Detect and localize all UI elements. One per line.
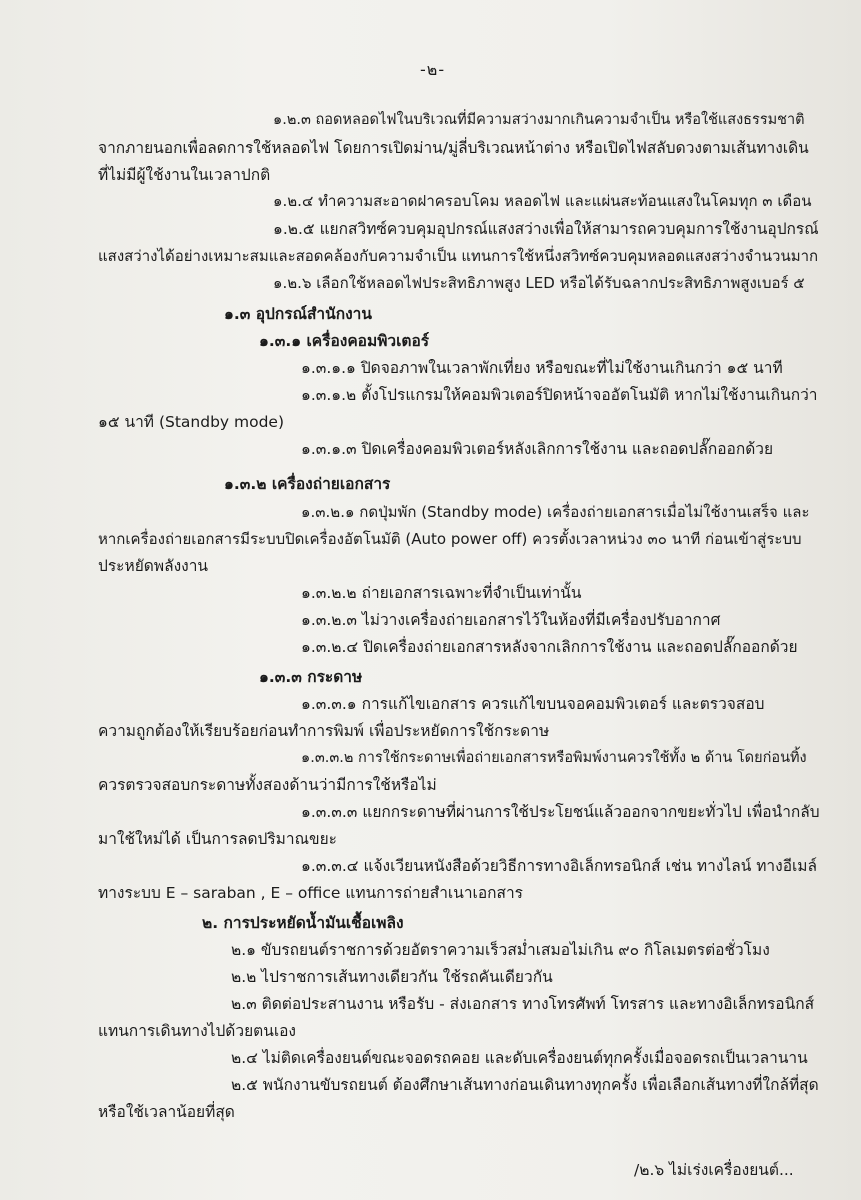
text-line: ที่ไม่มีผู้ใช้งานในเวลาปกติ <box>98 166 271 184</box>
section-heading: ๒. การประหยัดน้ำมันเชื้อเพลิง <box>202 914 404 932</box>
text-line: ๑.๓.๒.๒ ถ่ายเอกสารเฉพาะที่จำเป็นเท่านั้น <box>301 584 582 602</box>
text-line: ๑.๓.๑.๑ ปิดจอภาพในเวลาพักเที่ยง หรือขณะที่ไม่ใช้งานเกินกว่า ๑๕ นาที <box>301 359 783 377</box>
text-line: ๑.๒.๔ ทำความสะอาดฝาครอบโคม หลอดไฟ และแผ่นสะท้อนแสงในโคมทุก ๓ เดือน <box>273 192 812 210</box>
text-line: ๑.๓.๒.๓ ไม่วางเครื่องถ่ายเอกสารไว้ในห้องที่มีเครื่องปรับอากาศ <box>301 611 721 629</box>
subsection-heading: ๑.๓.๑ เครื่องคอมพิวเตอร์ <box>259 332 430 350</box>
subsection-heading: ๑.๓.๒ เครื่องถ่ายเอกสาร <box>224 475 391 493</box>
text-line: ๒.๕ พนักงานขับรถยนต์ ต้องศึกษาเส้นทางก่อนเดินทางทุกครั้ง เพื่อเลือกเส้นทางที่ใกล้ที่สุด <box>231 1076 819 1094</box>
text-line: ประหยัดพลังงาน <box>98 557 209 575</box>
text-line: จากภายนอกเพื่อลดการใช้หลอดไฟ โดยการเปิดม่าน/มู่ลี่บริเวณหน้าต่าง หรือเปิดไฟสลับดวงตามเส้นทางเดิน <box>98 139 809 157</box>
text-line: ทางระบบ E – saraban , E – office แทนการถ่ายสำเนาเอกสาร <box>98 884 524 902</box>
section-heading: ๑.๓ อุปกรณ์สำนักงาน <box>224 305 372 323</box>
text-line: ควรตรวจสอบกระดาษทั้งสองด้านว่ามีการใช้หรือไม่ <box>98 776 437 794</box>
text-line: แสงสว่างได้อย่างเหมาะสมและสอดคล้องกับความจำเป็น แทนการใช้หนึ่งสวิทซ์ควบคุมหลอดแสงสว่างจำนวนมาก <box>98 247 819 265</box>
text-line: ๑.๒.๕ แยกสวิทซ์ควบคุมอุปกรณ์แสงสว่างเพื่อให้สามารถควบคุมการใช้งานอุปกรณ์ <box>273 220 819 238</box>
text-line: ๑.๒.๓ ถอดหลอดไฟในบริเวณที่มีความสว่างมากเกินความจำเป็น หรือใช้แสงธรรมชาติ <box>273 112 805 128</box>
text-line: ๑.๓.๓.๑ การแก้ไขเอกสาร ควรแก้ไขบนจอคอมพิวเตอร์ และตรวจสอบ <box>301 695 765 713</box>
text-line: แทนการเดินทางไปด้วยตนเอง <box>98 1022 296 1040</box>
text-line: ๒.๑ ขับรถยนต์ราชการด้วยอัตราความเร็วสม่ำเสมอไม่เกิน ๙๐ กิโลเมตรต่อชั่วโมง <box>231 941 770 959</box>
text-line: หากเครื่องถ่ายเอกสารมีระบบปิดเครื่องอัตโนมัติ (Auto power off) ควรตั้งเวลาหน่วง ๓๐ นาที ก่อนเข้าสู่ระบบ <box>98 530 802 548</box>
text-line: ๑.๓.๓.๓ แยกกระดาษที่ผ่านการใช้ประโยชน์แล้วออกจากขยะทั่วไป เพื่อนำกลับ <box>301 803 820 821</box>
text-line: ๒.๓ ติดต่อประสานงาน หรือรับ - ส่งเอกสาร ทางโทรศัพท์ โทรสาร และทางอิเล็กทรอนิกส์ <box>231 995 815 1013</box>
continuation-note: /๒.๖ ไม่เร่งเครื่องยนต์... <box>634 1161 794 1179</box>
text-line: ๑.๓.๑.๒ ตั้งโปรแกรมให้คอมพิวเตอร์ปิดหน้าจออัตโนมัติ หากไม่ใช้งานเกินกว่า <box>301 386 818 404</box>
text-line: มาใช้ใหม่ได้ เป็นการลดปริมาณขยะ <box>98 830 337 848</box>
text-line: ๑.๓.๓.๔ แจ้งเวียนหนังสือด้วยวิธีการทางอิเล็กทรอนิกส์ เช่น ทางไลน์ ทางอีเมล์ <box>301 857 818 875</box>
text-line: ๒.๔ ไม่ติดเครื่องยนต์ขณะจอดรถคอย และดับเครื่องยนต์ทุกครั้งเมื่อจอดรถเป็นเวลานาน <box>231 1049 808 1067</box>
text-line: ๑.๒.๖ เลือกใช้หลอดไฟประสิทธิภาพสูง LED หรือได้รับฉลากประสิทธิภาพสูงเบอร์ ๕ <box>273 274 805 292</box>
text-line: ความถูกต้องให้เรียบร้อยก่อนทำการพิมพ์ เพื่อประหยัดการใช้กระดาษ <box>98 722 550 740</box>
text-line: หรือใช้เวลาน้อยที่สุด <box>98 1103 235 1121</box>
text-line: ๑.๓.๒.๔ ปิดเครื่องถ่ายเอกสารหลังจากเลิกการใช้งาน และถอดปลั๊กออกด้วย <box>301 638 798 656</box>
text-line: ๑.๓.๓.๒ การใช้กระดาษเพื่อถ่ายเอกสารหรือพิมพ์งานควรใช้ทั้ง ๒ ด้าน โดยก่อนทิ้ง <box>301 750 807 766</box>
subsection-heading: ๑.๓.๓ กระดาษ <box>259 668 363 686</box>
page-number: -๒- <box>420 60 446 79</box>
text-line: ๑.๓.๒.๑ กดปุ่มพัก (Standby mode) เครื่องถ่ายเอกสารเมื่อไม่ใช้งานเสร็จ และ <box>301 503 810 521</box>
text-line: ๑๕ นาที (Standby mode) <box>98 413 285 431</box>
text-line: ๒.๒ ไปราชการเส้นทางเดียวกัน ใช้รถคันเดียวกัน <box>231 968 553 986</box>
text-line: ๑.๓.๑.๓ ปิดเครื่องคอมพิวเตอร์หลังเลิกการใช้งาน และถอดปลั๊กออกด้วย <box>301 440 774 458</box>
